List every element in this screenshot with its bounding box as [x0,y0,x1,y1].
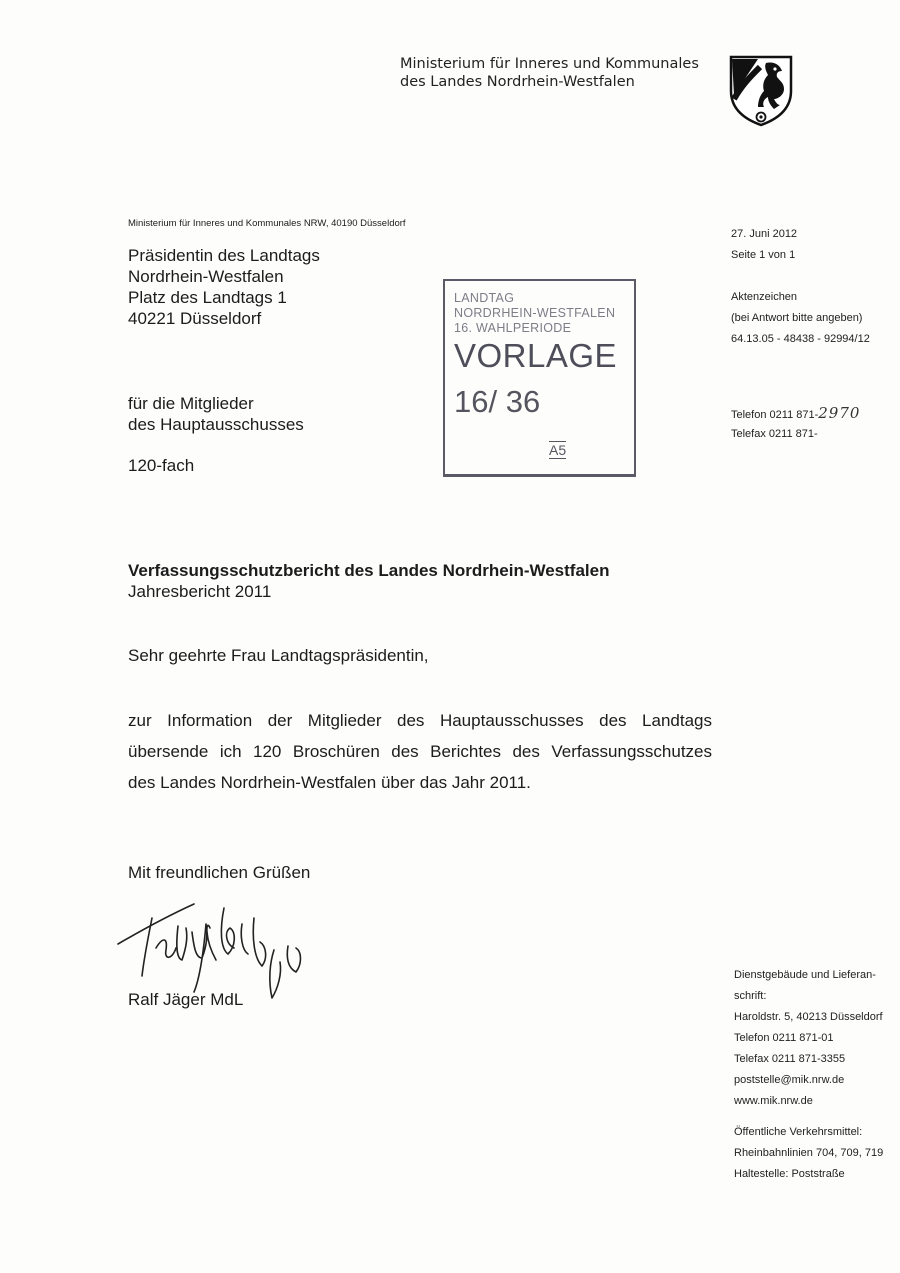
building-address: Haroldstr. 5, 40213 Düsseldorf [734,1011,883,1023]
recipient-line: Nordrhein-Westfalen [128,267,284,286]
recipient-line: 40221 Düsseldorf [128,309,262,328]
letter-body [128,705,712,798]
recipient-members [128,393,304,435]
stamp-line: 16. WAHLPERIODE [454,321,572,335]
stamp-number: 16/ 36 [454,384,541,419]
phone-line [731,404,860,422]
phone-extension-handwritten: 2970 [818,404,861,422]
building-label-line2: schrift: [734,990,767,1002]
closing-phrase: Mit freundlichen Grüßen [128,863,311,882]
page-count: Seite 1 von 1 [731,249,796,261]
subject-title: Verfassungsschutzbericht des Landes Nordrhein-Westfalen [128,561,610,580]
fax-line: Telefax 0211 871- [731,428,818,440]
reference-label: Aktenzeichen [731,291,798,303]
handwritten-signature-icon [112,888,322,1006]
members-line: des Hauptausschusses [128,415,304,434]
salutation: Sehr geehrte Frau Landtagspräsidentin, [128,646,429,665]
building-label-line1: Dienstgebäude und Lieferan- [734,969,876,981]
stamp-code: A5 [549,442,567,458]
ministry-name-line2: des Landes Nordrhein-Westfalen [400,74,635,90]
stamp-line: NORDRHEIN-WESTFALEN [454,306,616,320]
phone-label: Telefon 0211 871- [731,409,819,421]
signer-name: Ralf Jäger MdL [128,990,244,1009]
stamp-title: VORLAGE [454,337,618,374]
stamp-header [454,291,615,336]
letter-date: 27. Juni 2012 [731,228,798,240]
transit-stop: Haltestelle: Poststraße [734,1168,845,1180]
sender-return-address: Ministerium für Inneres und Kommunales NRW, 40190 Düsseldorf [128,218,406,229]
recipient-line: Präsidentin des Landtags [128,246,320,265]
subject-subtitle: Jahresbericht 2011 [128,582,272,601]
transit-lines: Rheinbahnlinien 704, 709, 719 [734,1147,884,1159]
subject-block [128,560,609,602]
landtag-vorlage-stamp [443,279,636,477]
body-line: zur Information der Mitglieder des Hauptausschusses des Landtags [128,711,712,730]
ministry-contact-info [734,965,883,1185]
website: www.mik.nrw.de [734,1095,813,1107]
ministry-letterhead [400,55,699,91]
transit-label: Öffentliche Verkehrsmittel: [734,1126,863,1138]
main-fax: Telefax 0211 871-3355 [734,1053,846,1065]
recipient-line: Platz des Landtags 1 [128,288,287,307]
email-address: poststelle@mik.nrw.de [734,1074,845,1086]
members-line: für die Mitglieder [128,394,254,413]
body-line: des Landes Nordrhein-Westfalen über das Jahr 2011. [128,773,531,792]
ministry-name-line1: Ministerium für Inneres und Kommunales [400,56,699,72]
reference-hint: (bei Antwort bitte angeben) [731,312,863,324]
body-line: übersende ich 120 Broschüren des Berichtes des Verfassungsschutzes [128,742,712,761]
recipient-address [128,245,320,329]
copies-count: 120-fach [128,456,195,475]
reference-number: 64.13.05 - 48438 - 92994/12 [731,333,870,345]
nrw-coat-of-arms-icon [728,55,794,127]
main-phone: Telefon 0211 871-01 [734,1032,834,1044]
stamp-line: LANDTAG [454,291,515,305]
